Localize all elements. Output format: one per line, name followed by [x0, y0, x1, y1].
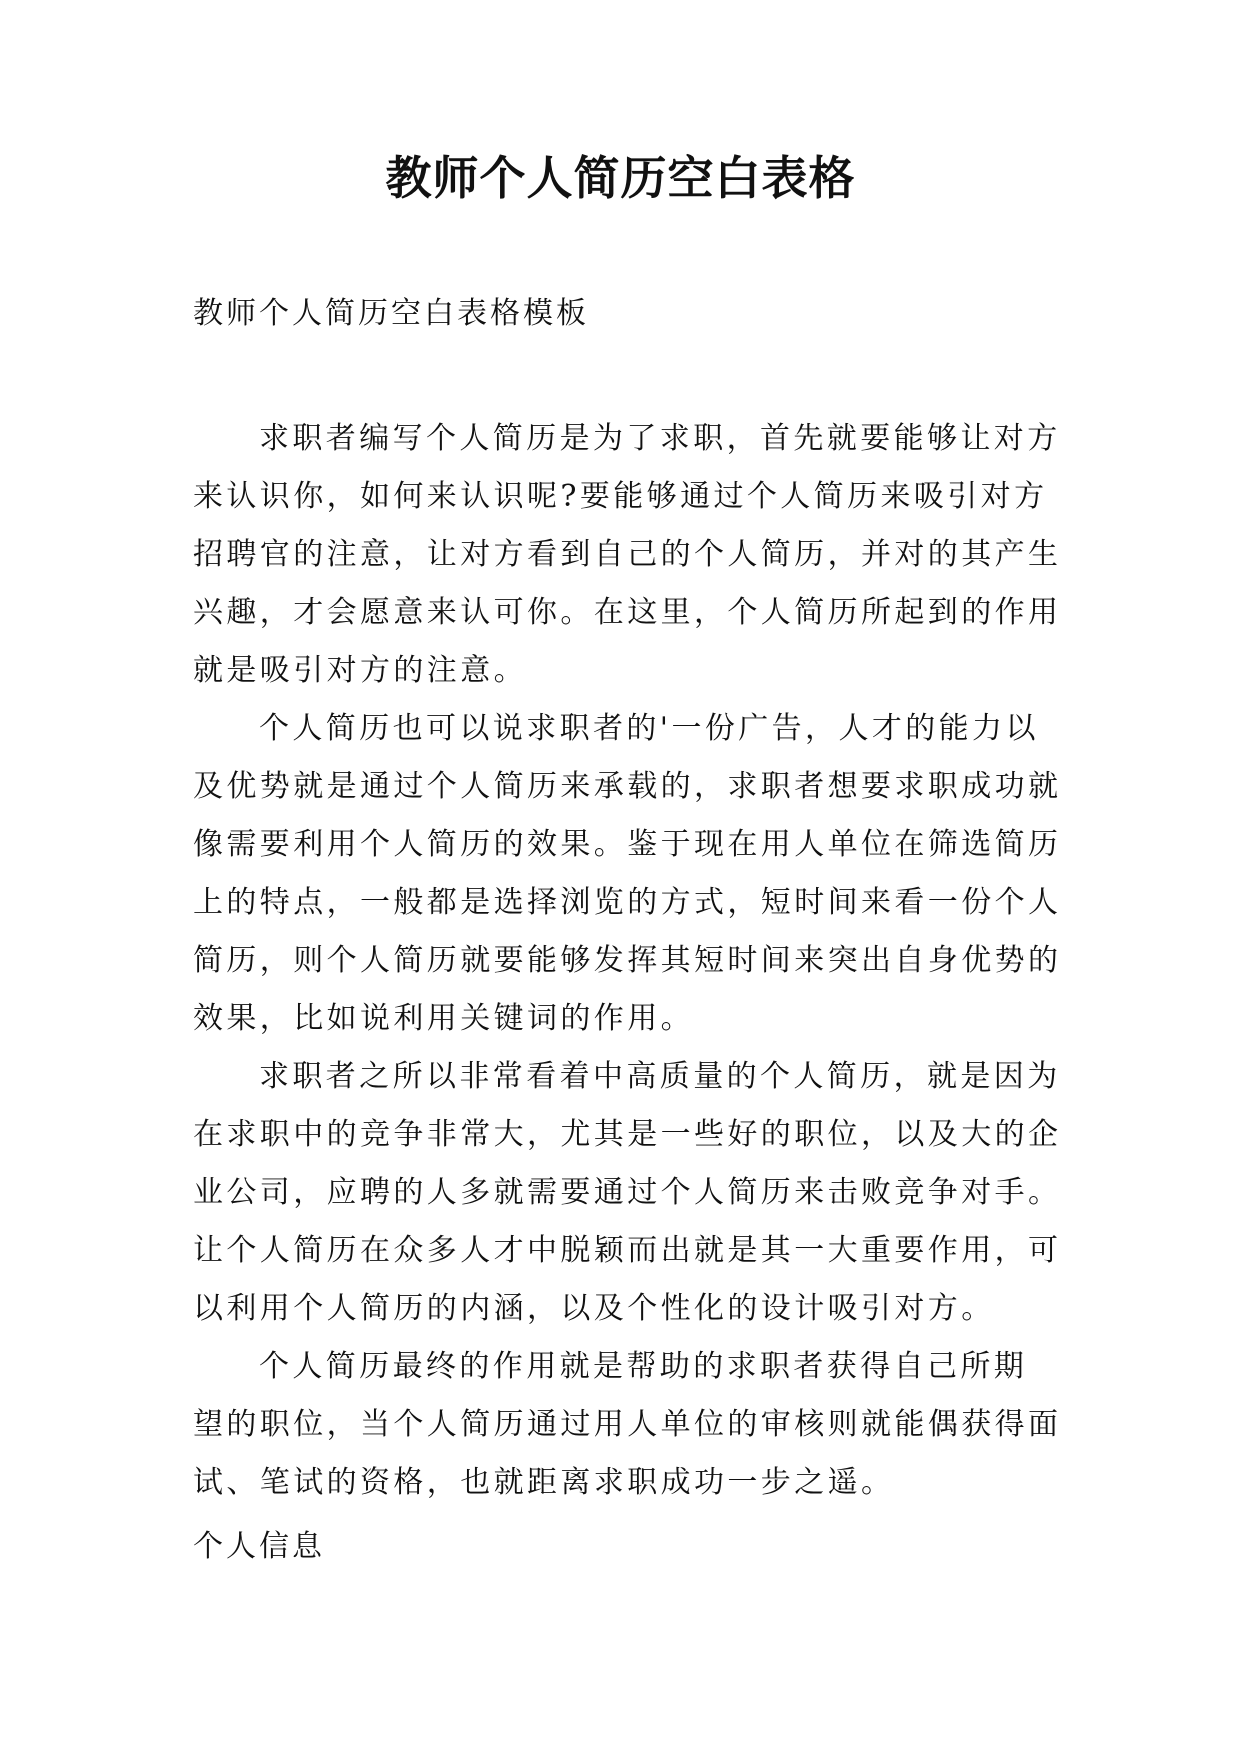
paragraph-line: 求职者编写个人简历是为了求职，首先就要能够让对方 [259, 421, 1061, 456]
paragraph-line: 望的职位，当个人简历通过用人单位的审核则就能偶获得面 [193, 1407, 1062, 1442]
paragraph-line: 在求职中的竞争非常大，尤其是一些好的职位，以及大的企 [193, 1117, 1062, 1152]
paragraph-line: 效果，比如说利用关键词的作用。 [193, 1001, 694, 1036]
paragraph-2 [193, 700, 1073, 1048]
paragraph-4 [193, 1338, 1073, 1512]
paragraph-line: 让个人简历在众多人才中脱颖而出就是其一大重要作用，可 [193, 1233, 1062, 1268]
paragraph-line: 及优势就是通过个人简历来承载的，求职者想要求职成功就 [193, 769, 1062, 804]
paragraph-line: 像需要利用个人简历的效果。鉴于现在用人单位在筛选简历 [193, 827, 1062, 862]
paragraph-line: 求职者之所以非常看着中高质量的个人简历，就是因为 [259, 1059, 1061, 1094]
paragraph-line: 个人简历也可以说求职者的'一份广告，人才的能力以 [259, 711, 1039, 746]
document-body [193, 410, 1073, 1512]
section-heading-personal-info: 个人信息 [193, 1529, 325, 1564]
document-title: 教师个人简历空白表格 [385, 151, 856, 205]
paragraph-line: 兴趣，才会愿意来认可你。在这里，个人简历所起到的作用 [193, 595, 1062, 630]
document-subtitle: 教师个人简历空白表格模板 [193, 296, 589, 331]
paragraph-line: 上的特点，一般都是选择浏览的方式，短时间来看一份个人 [193, 885, 1062, 920]
paragraph-line: 个人简历最终的作用就是帮助的求职者获得自己所期 [259, 1349, 1028, 1384]
paragraph-line: 招聘官的注意，让对方看到自己的个人简历，并对的其产生 [193, 537, 1062, 572]
paragraph-1 [193, 410, 1073, 700]
paragraph-line: 试、笔试的资格，也就距离求职成功一步之遥。 [193, 1465, 895, 1500]
paragraph-line: 业公司，应聘的人多就需要通过个人简历来击败竞争对手。 [193, 1175, 1062, 1210]
paragraph-line: 就是吸引对方的注意。 [193, 653, 527, 688]
paragraph-line: 简历，则个人简历就要能够发挥其短时间来突出自身优势的 [193, 943, 1062, 978]
paragraph-line: 来认识你，如何来认识呢?要能够通过个人简历来吸引对方 [193, 479, 1048, 514]
paragraph-3 [193, 1048, 1073, 1338]
paragraph-line: 以利用个人简历的内涵，以及个性化的设计吸引对方。 [193, 1291, 995, 1326]
